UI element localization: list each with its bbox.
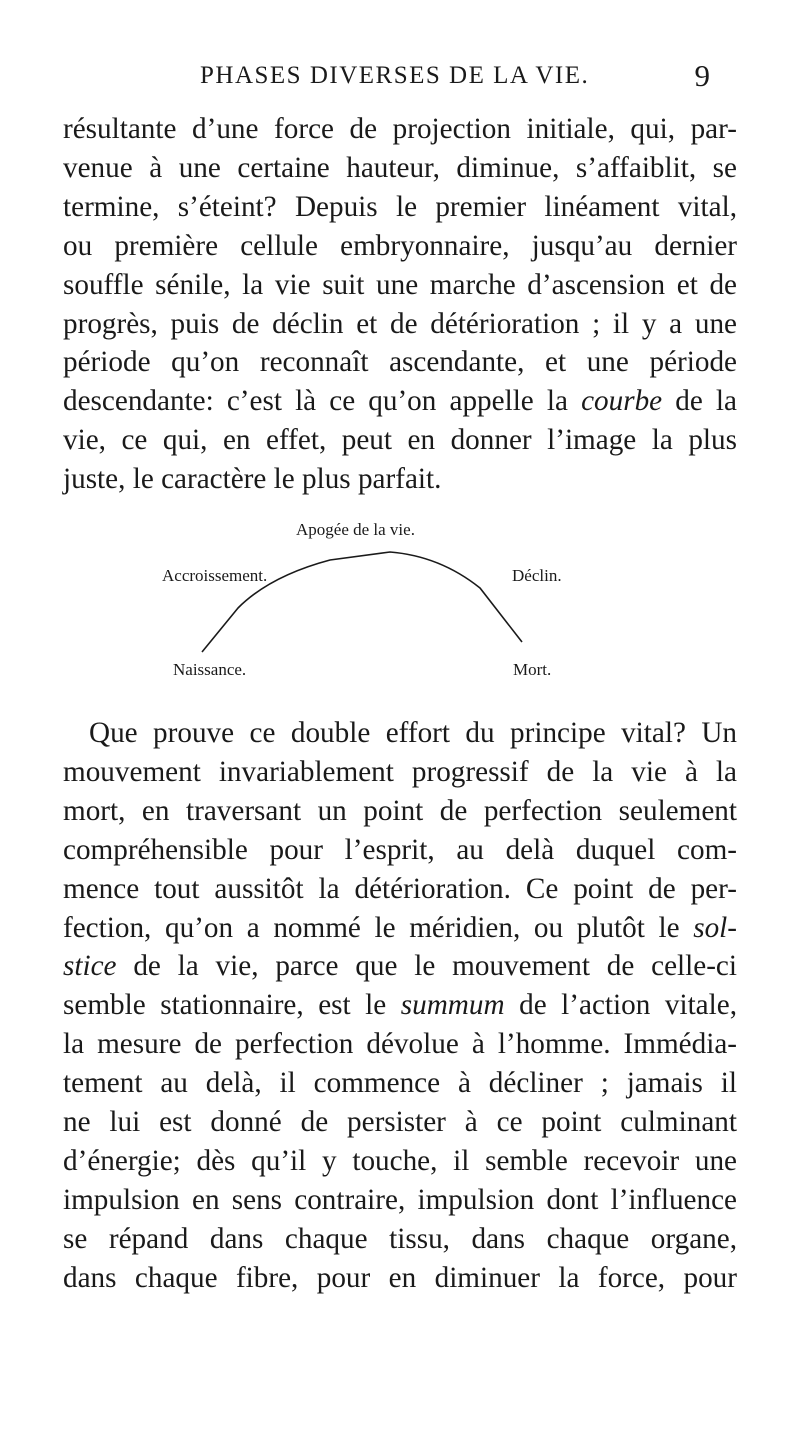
text-line: compréhensible pour l’esprit, au delà duquel com- xyxy=(63,833,737,866)
page-header xyxy=(130,58,710,102)
paragraph-2 xyxy=(63,714,737,1298)
label-naissance: Naissance. xyxy=(173,660,247,679)
text-line: semble stationnaire, est le summum de l’action vitale, xyxy=(63,989,737,1022)
text-line: stice de la vie, parce que le mouvement de celle-ci xyxy=(63,950,737,983)
text-line: fection, qu’on a nommé le méridien, ou plutôt le sol- xyxy=(63,911,737,944)
italic-term: sol- xyxy=(693,911,737,944)
text-line: résultante d’une force de projection initiale, qui, par- xyxy=(63,113,737,145)
text-line: ou première cellule embryonnaire, jusqu’au dernier xyxy=(63,229,737,262)
text-line: dans chaque fibre, pour en diminuer la force, pour xyxy=(63,1261,737,1294)
italic-term: courbe xyxy=(581,385,663,418)
italic-term: summum xyxy=(400,989,505,1022)
text-line: mouvement invariablement progressif de la vie à la xyxy=(63,755,737,788)
text-line: ne lui est donné de persister à ce point culminant xyxy=(63,1106,737,1139)
text-line: descendante: c’est là ce qu’on appelle la courbe de la xyxy=(63,385,737,418)
running-title: PHASES DIVERSES DE LA VIE. xyxy=(200,62,590,89)
page-number: 9 xyxy=(694,58,710,93)
italic-term: stice xyxy=(63,950,117,983)
text-line: période qu’on reconnaît ascendante, et une période xyxy=(63,346,737,379)
text-line: progrès, puis de déclin et de détérioration ; il y a une xyxy=(63,307,737,340)
text-line: termine, s’éteint? Depuis le premier linéament vital, xyxy=(63,190,737,223)
paragraph-1 xyxy=(63,110,737,499)
text-line: la mesure de perfection dévolue à l’homme. Immédia- xyxy=(63,1028,737,1061)
life-curve-figure xyxy=(162,502,580,702)
text-line: d’énergie; dès qu’il y touche, il semble recevoir une xyxy=(63,1144,737,1177)
label-accroissement: Accroissement. xyxy=(162,566,268,585)
text-line: Que prouve ce double effort du principe vital? Un xyxy=(89,717,737,749)
text-line: mence tout aussitôt la détérioration. Ce point de per- xyxy=(63,872,737,905)
text-line: tement au delà, il commence à décliner ; jamais il xyxy=(63,1067,737,1100)
text-line: vie, ce qui, en effet, peut en donner l’image la plus xyxy=(63,424,737,457)
label-apogee: Apogée de la vie. xyxy=(296,520,415,539)
label-declin: Déclin. xyxy=(512,566,562,585)
text-line: juste, le caractère le plus parfait. xyxy=(63,463,442,496)
text-line: venue à une certaine hauteur, diminue, s’affaiblit, se xyxy=(63,151,737,184)
text-line: impulsion en sens contraire, impulsion dont l’influence xyxy=(63,1183,737,1216)
label-mort: Mort. xyxy=(513,660,552,679)
text-line: se répand dans chaque tissu, dans chaque organe, xyxy=(63,1222,737,1255)
text-line: souffle sénile, la vie suit une marche d’ascension et de xyxy=(63,268,737,301)
text-line: mort, en traversant un point de perfection seulement xyxy=(63,794,737,827)
